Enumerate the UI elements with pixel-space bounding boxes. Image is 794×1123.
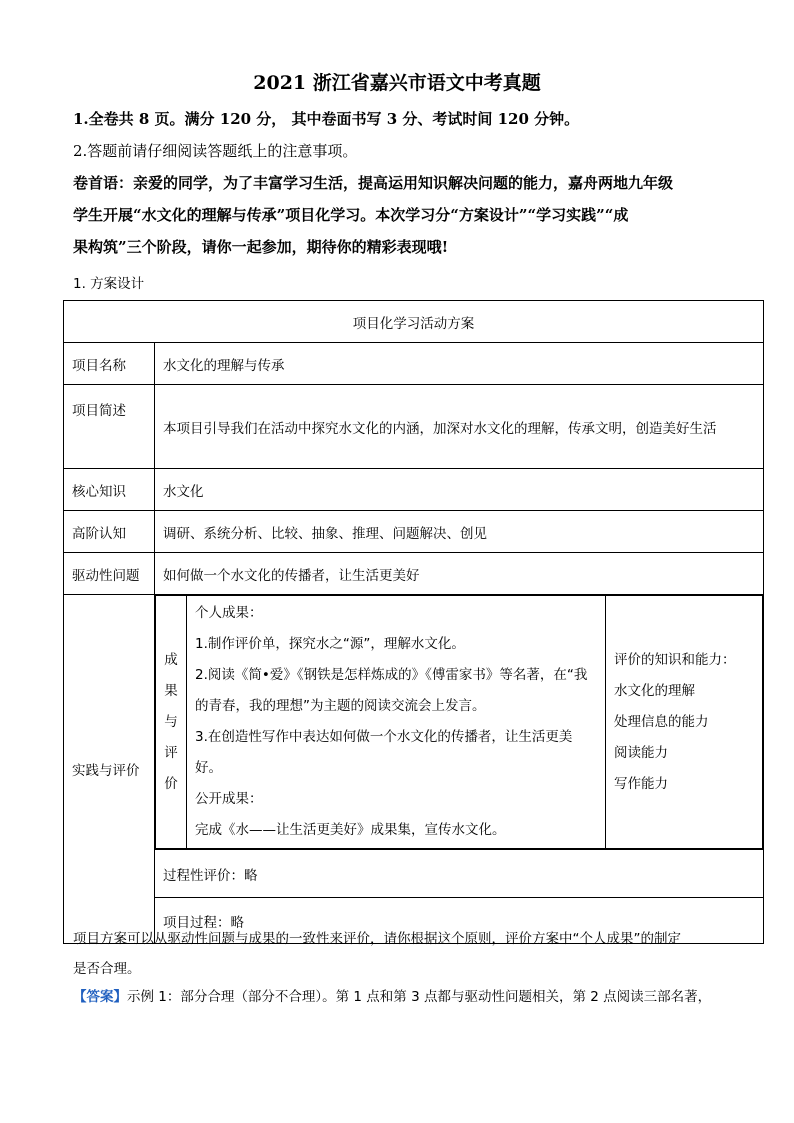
question-line-1: 项目方案可以从驱动性问题与成果的一致性来评价，请你根据这个原则，评价方案中“个人成果”的制定 [73,931,681,947]
row-value: 本项目引导我们在活动中探究水文化的内涵，加深对水文化的理解，传承文明，创造美好生活 [155,385,764,469]
row-value: 调研、系统分析、比较、抽象、推理、问题解决、创见 [155,511,764,553]
vertical-char: 价 [164,775,178,792]
results-line: 1.制作评价单，探究水之“源”，理解水文化。 [195,636,465,652]
results-line: 个人成果： [195,605,263,621]
practice-row [64,595,764,850]
vertical-char: 果 [164,682,178,699]
preface-line-3: 果构筑”三个阶段，请你一起参加，期待你的精彩表现哦! [73,238,449,256]
preface-line-2: 学生开展“水文化的理解与传承”项目化学习。本次学习分“方案设计”“学习实践”“成 [73,206,629,224]
practice-cell [155,595,764,850]
practice-label: 实践与评价 [64,595,155,944]
results-list [187,596,606,849]
table-row [64,511,764,553]
vertical-char: 成 [164,651,178,668]
instruction-line-2: 2.答题前请仔细阅读答题纸上的注意事项。 [73,142,358,160]
ability-line: 阅读能力 [614,744,668,761]
results-line: 的青春，我的理想”为主题的阅读交流会上发言。 [195,698,486,714]
section-heading: 1. 方案设计 [73,276,145,292]
plan-table [63,300,764,944]
table-row [64,385,764,469]
row-label: 驱动性问题 [64,553,155,595]
ability-line: 水文化的理解 [614,682,695,699]
ability-line: 评价的知识和能力： [614,651,736,668]
ability-list [606,596,763,849]
answer-tag: 【答案】 [73,989,127,1005]
ability-line: 写作能力 [614,775,668,792]
preface-line-1: 卷首语：亲爱的同学，为了丰富学习生活，提高运用知识解决问题的能力，嘉舟两地九年级 [73,174,674,192]
row-value: 如何做一个水文化的传播者，让生活更美好 [155,553,764,595]
row-value: 水文化 [155,469,764,511]
results-eval-vertical-label [156,596,187,849]
table-row [64,553,764,595]
process-eval: 过程性评价：略 [155,850,764,898]
vertical-char: 评 [164,744,178,761]
question-line-2: 是否合理。 [73,961,141,977]
table-row [64,469,764,511]
row-label: 项目名称 [64,343,155,385]
results-line: 公开成果： [195,791,263,807]
practice-inner-table [155,595,763,849]
row-label: 项目简述 [64,385,155,469]
results-line: 完成《水——让生活更美好》成果集，宣传水文化。 [195,822,506,838]
results-line: 2.阅读《简•爱》《钢铁是怎样炼成的》《傅雷家书》等名著，在“我 [195,667,588,683]
row-value: 水文化的理解与传承 [155,343,764,385]
answer-line [73,985,711,1005]
table-row [64,343,764,385]
table-row [64,850,764,898]
instruction-line-1: 1.全卷共 8 页。满分 120 分， 其中卷面书写 3 分、考试时间 120 分钟。 [73,110,580,128]
results-line: 3.在创造性写作中表达如何做一个水文化的传播者，让生活更美好。 [195,729,573,776]
table-header: 项目化学习活动方案 [64,301,764,343]
vertical-char: 与 [164,713,178,730]
project-process: 项目过程：略 [155,898,764,944]
answer-text: 示例 1：部分合理（部分不合理）。第 1 点和第 3 点都与驱动性问题相关，第 2 点阅读三部名著， [127,989,712,1005]
row-label: 高阶认知 [64,511,155,553]
page-title: 2021 浙江省嘉兴市语文中考真题 [253,72,541,94]
ability-line: 处理信息的能力 [614,713,709,730]
row-label: 核心知识 [64,469,155,511]
